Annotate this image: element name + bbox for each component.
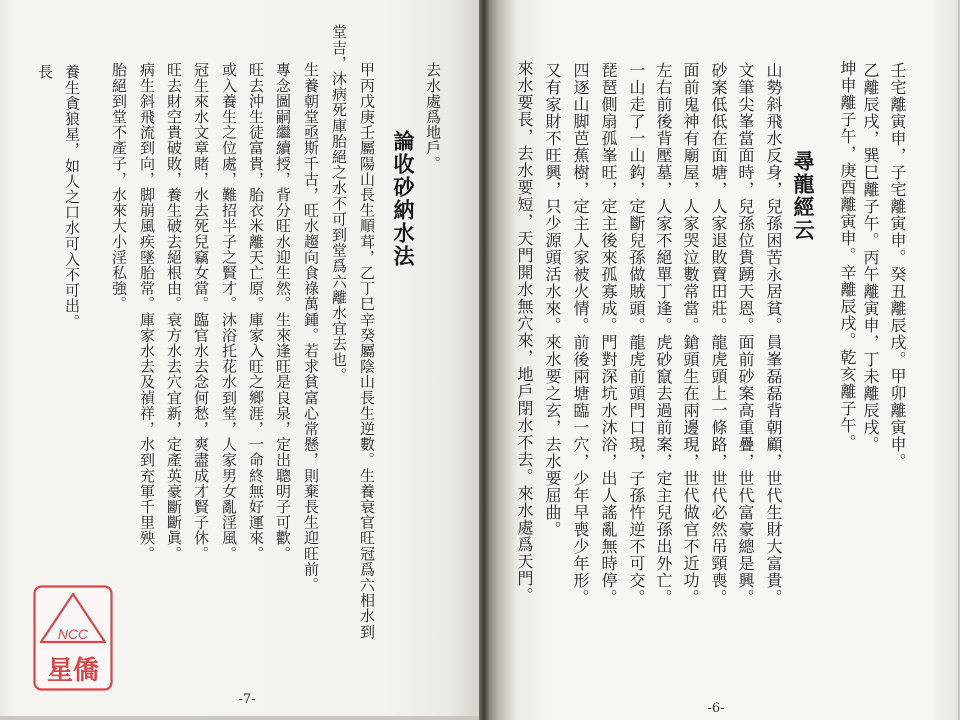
publisher-logo (33, 585, 113, 691)
side-mark: 長 (36, 64, 54, 80)
body-line: 甲丙戊庚壬屬陽山長生順茸，乙丁巳辛癸屬陰山長生逆數。生養衰官旺冠爲六相水到 (358, 62, 376, 640)
body-line: 專念圖嗣繼續授，背分旺水迎生然。生來逢旺是良泉，定出聰明子可歡。 (274, 62, 292, 562)
verse-line: 琵琶側扇孤峯旺，定主後來孤寡成。門對深坑水沐浴，出人謠亂無時停。 (599, 62, 618, 606)
intro-line: 坤申離子午，庚酉離寅申。辛離辰戌。乾亥離子午。 (838, 60, 857, 451)
intro-line: 壬宅離寅申，子宅離寅申。癸丑離辰戌。甲卯離寅申。 (888, 62, 907, 470)
logo-chinese-text: 星僑 (46, 656, 100, 686)
body-line: 生養朝堂亟斯千古，旺水趨向食祿萬鍾。若求貧富心常懸，則棄長生迎旺前。 (302, 62, 320, 593)
verse-line: 面前鬼神有廟屋，人家哭泣數常當。鎗頭生在兩邊現，世代做官不近功。 (681, 62, 700, 606)
verse-line: 砂案低低在面塘，人家退敗賣田莊。龍虎頭上一條路，世代必然吊頸喪。 (709, 62, 728, 606)
verse-line: 四逐山脚芭蕉樹，定主人家被火情。前後兩塘臨一穴，少年早喪少年形。 (571, 62, 590, 606)
final-line: 養生貪狼星，如人之口水可入不可出。 (63, 64, 81, 330)
body-line: 旺去沖生徒富貴，胎衣米離天亡原。庫家入旺之鄉涯，一命終無好運來。 (247, 62, 265, 562)
verse-line: 左右前後背壓墓，人家不絕單丁逢。虎砂竄去過前案，定主兒孫出外亡。 (654, 62, 673, 606)
body-line: 旺去財空貴破敗，養生破去絕根由。衰方水去穴宜新，定產英豪斷斷眞。 (165, 62, 183, 562)
logo-latin-text: NCC (57, 626, 89, 642)
body-line: 病生斜飛流到向，脚崩風疾墜胎常。庫家水去及禎祥，水到充軍千里殃。 (138, 62, 156, 562)
intro-line: 乙離辰戌，巽巳離子午。丙午離寅申，丁未離辰戌。 (861, 62, 880, 453)
verse-line: 文筆尖峯當面時，兒孫位貴踴天恩。面前砂案高重疊，世代富豪總是興。 (736, 62, 755, 606)
book-gutter (479, 0, 504, 720)
body-line: 堂吉，沐病死庫胎絕之水不可到堂爲六離水宜去也。 (330, 24, 348, 383)
section-heading: 論收砂納水法 (391, 130, 416, 268)
body-line: 胎絕到堂不產子，水來大小淫私強。 (110, 62, 128, 312)
section-heading: 尋龍經云 (791, 150, 816, 242)
left-page (0, 0, 479, 716)
verse-line: 山勢斜飛水反身，兒孫困苦永居貧。員峯磊磊背朝顧，世代生財大富貴。 (764, 62, 783, 606)
verse-line: 一山走了一山鈎，定斷兒孫做賊頭。龍虎前頭門口現，子孫忤逆不可交。 (627, 62, 646, 606)
verse-line: 又有家財不旺興，只少源頭活水來。來水要之玄，去水要屈曲。 (543, 62, 562, 538)
carryover-line: 去水處爲地戶。 (424, 62, 442, 172)
page-number: -7- (238, 692, 256, 707)
body-line: 或入養生之位處，難招半子之賢才。沐浴托花水到堂，人家男女亂淫風。 (220, 62, 238, 562)
body-line: 冠生來水文章賭，水去死兒竊女當。臨官水去念何愁，爽盡成才賢子休。 (192, 62, 210, 562)
verse-line: 來水要長，去水要短，天門開水無穴來，地戶閉水不去。來水處爲天門。 (515, 60, 534, 604)
page-number: -6- (707, 701, 725, 716)
